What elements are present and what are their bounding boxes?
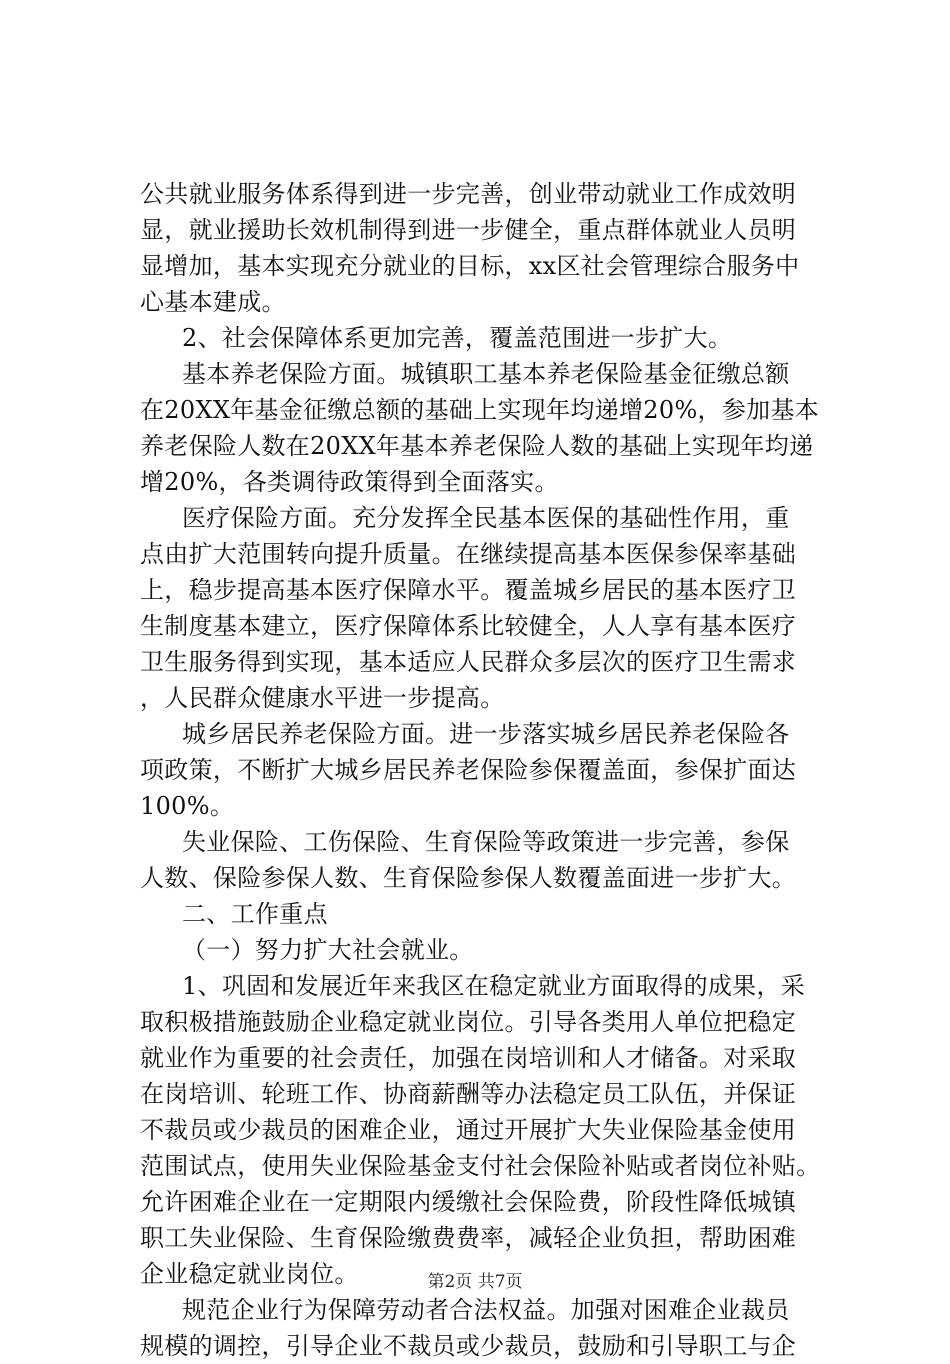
text-line: 规模的调控，引导企业不裁员或少裁员，鼓励和引导职工与企 xyxy=(140,1332,797,1360)
text-line: 允许困难企业在一定期限内缓缴社会保险费，阶段性降低城镇 xyxy=(140,1188,797,1216)
text-line: 心基本建成。 xyxy=(140,288,286,316)
text-line: 上，稳步提高基本医疗保障水平。覆盖城乡居民的基本医疗卫 xyxy=(140,576,797,604)
text-line: 公共就业服务体系得到进一步完善，创业带动就业工作成效明 xyxy=(140,180,797,208)
text-line: 在20XX年基金征缴总额的基础上实现年均递增20%，参加基本 xyxy=(140,396,820,424)
text-line: 医疗保险方面。充分发挥全民基本医保的基础性作用，重 xyxy=(182,504,790,532)
text-line: 失业保险、工伤保险、生育保险等政策进一步完善，参保 xyxy=(182,828,790,856)
text-line: 二、工作重点 xyxy=(182,900,328,928)
text-line: 范围试点，使用失业保险基金支付社会保险补贴或者岗位补贴。 xyxy=(140,1152,821,1180)
text-line: 显增加，基本实现充分就业的目标，xx区社会管理综合服务中 xyxy=(140,252,800,280)
text-line: 在岗培训、轮班工作、协商薪酬等办法稳定员工队伍，并保证 xyxy=(140,1080,797,1108)
text-line: 就业作为重要的社会责任，加强在岗培训和人才储备。对采取 xyxy=(140,1044,797,1072)
text-line: 取积极措施鼓励企业稳定就业岗位。引导各类用人单位把稳定 xyxy=(140,1008,797,1036)
text-line: （一）努力扩大社会就业。 xyxy=(182,936,474,964)
text-line: 点由扩大范围转向提升质量。在继续提高基本医保参保率基础 xyxy=(140,540,797,568)
document-body xyxy=(140,176,840,1364)
text-line: 不裁员或少裁员的困难企业，通过开展扩大失业保险基金使用 xyxy=(140,1116,797,1144)
text-line: 职工失业保险、生育保险缴费费率，减轻企业负担，帮助困难 xyxy=(140,1224,797,1252)
text-line: 项政策，不断扩大城乡居民养老保险参保覆盖面，参保扩面达 xyxy=(140,756,797,784)
text-line: 规范企业行为保障劳动者合法权益。加强对困难企业裁员 xyxy=(182,1296,790,1324)
text-line: 生制度基本建立，医疗保障体系比较健全，人人享有基本医疗 xyxy=(140,612,797,640)
text-line: 1、巩固和发展近年来我区在稳定就业方面取得的成果，采 xyxy=(182,972,806,1000)
text-line: 增20%，各类调待政策得到全面落实。 xyxy=(140,468,559,496)
text-line: 城乡居民养老保险方面。进一步落实城乡居民养老保险各 xyxy=(182,720,790,748)
text-line: 基本养老保险方面。城镇职工基本养老保险基金征缴总额 xyxy=(182,360,790,388)
text-line: 养老保险人数在20XX年基本养老保险人数的基础上实现年均递 xyxy=(140,432,814,460)
page-footer: 第2页 共7页 xyxy=(427,1272,523,1292)
text-line: 企业稳定就业岗位。 xyxy=(140,1260,359,1288)
text-line: 卫生服务得到实现，基本适应人民群众多层次的医疗卫生需求 xyxy=(140,648,797,676)
text-line: ，人民群众健康水平进一步提高。 xyxy=(140,684,505,712)
text-line: 100%。 xyxy=(140,792,235,820)
text-line: 人数、保险参保人数、生育保险参保人数覆盖面进一步扩大。 xyxy=(140,864,797,892)
text-line: 显，就业援助长效机制得到进一步健全，重点群体就业人员明 xyxy=(140,216,797,244)
text-line: 2、社会保障体系更加完善，覆盖范围进一步扩大。 xyxy=(182,324,733,352)
